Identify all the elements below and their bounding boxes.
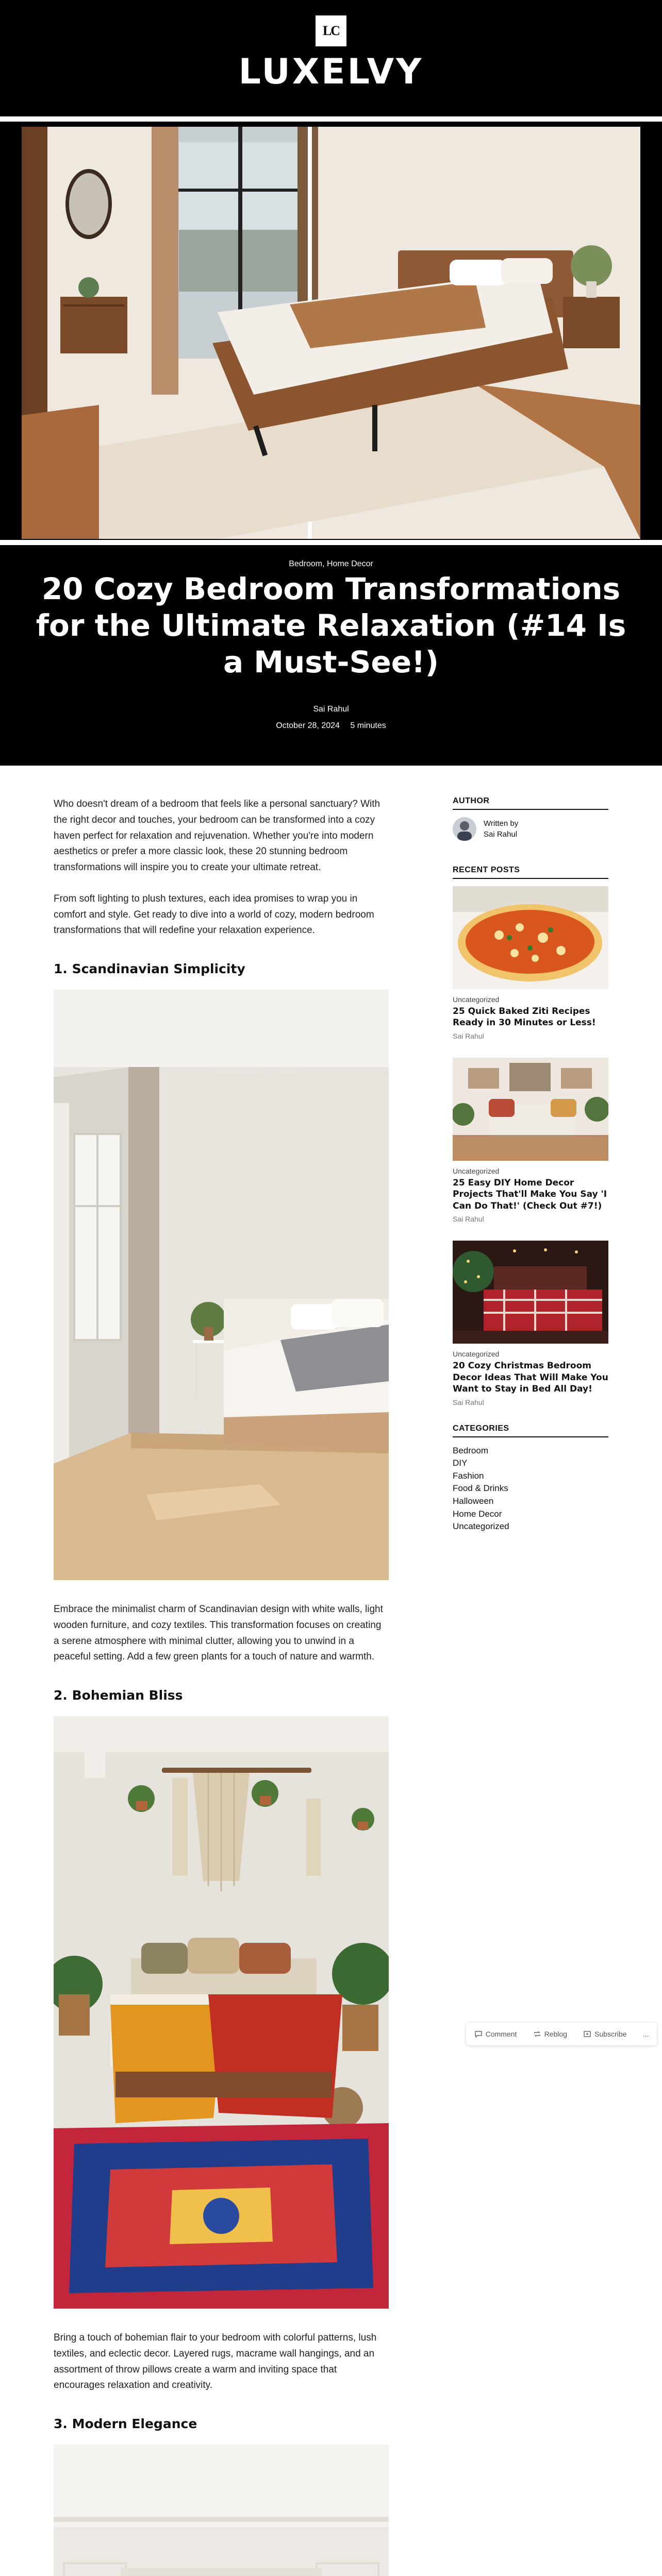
section-paragraph: Embrace the minimalist charm of Scandinavian design with white walls, light wooden furniture, and cozy textiles. This transformation focuses on creating a serene atmosphere with minimal clutter, allowing you to unwind in a peaceful setting. Add a few green plants for a touch of nature and warmth. [54, 1604, 383, 1663]
section-paragraph: Bring a touch of bohemian flair to your bedroom with colorful patterns, lush textiles, and eclectic decor. Layered rugs, macrame wall hangings, and an assortment of throw pillows create a warm and inviting space that encourages relaxation and creativity. [54, 2332, 377, 2391]
avatar[interactable] [453, 817, 476, 841]
post-author[interactable]: Sai Rahul [453, 1031, 484, 1040]
bohemian-bedroom-image [54, 1716, 389, 2309]
post-author[interactable]: Sai Rahul [453, 1398, 484, 1406]
reblog-button[interactable] [533, 2030, 567, 2038]
category-list [453, 1445, 608, 1533]
reblog-label: Reblog [544, 2030, 567, 2038]
section-heading: 3. Modern Elegance [54, 2416, 197, 2432]
site-logo-icon[interactable]: LC [316, 15, 346, 46]
reblog-icon [533, 2030, 541, 2038]
read-time: 5 minutes [350, 721, 386, 730]
post-category[interactable]: Uncategorized [453, 1350, 500, 1359]
featured-image [22, 127, 640, 539]
recent-post[interactable] [453, 886, 608, 1040]
post-date: October 28, 2024 [276, 721, 340, 730]
scandinavian-bedroom-image [54, 990, 389, 1580]
comment-label: Comment [485, 2030, 517, 2038]
recent-post-thumbnail[interactable] [453, 1241, 608, 1344]
divider [0, 116, 662, 122]
post-title-link[interactable]: 20 Cozy Christmas Bedroom Decor Ideas That Will Make You Want to Stay in Bed All Day! [453, 1361, 608, 1395]
subscribe-icon [583, 2030, 591, 2038]
author-widget-heading: AUTHOR [453, 796, 608, 810]
author-name-link[interactable]: Sai Rahul [484, 830, 518, 839]
post-category[interactable]: Uncategorized [453, 995, 500, 1004]
category-link[interactable]: Halloween [453, 1496, 494, 1506]
modern-bedroom-image [54, 2445, 389, 2576]
post-author[interactable]: Sai Rahul [313, 705, 349, 714]
category-link[interactable]: Food & Drinks [453, 1483, 508, 1494]
recent-post-thumbnail[interactable] [453, 886, 608, 989]
divider [0, 540, 662, 545]
post-category[interactable]: Uncategorized [453, 1166, 500, 1175]
more-icon: ... [642, 2030, 649, 2038]
article-body [54, 796, 389, 2576]
category-link[interactable]: Uncategorized [453, 1521, 509, 1532]
site-header [0, 0, 662, 766]
section-heading: 2. Bohemian Bliss [54, 1688, 183, 1703]
more-options-button[interactable] [643, 2030, 649, 2038]
subscribe-label: Subscribe [594, 2030, 627, 2038]
comment-icon [474, 2030, 483, 2038]
post-title-link[interactable]: 25 Quick Baked Ziti Recipes Ready in 30 Minutes or Less! [453, 1006, 596, 1028]
recent-posts-heading: RECENT POSTS [453, 866, 608, 879]
comment-button[interactable] [474, 2030, 517, 2038]
action-bar [466, 2023, 657, 2045]
categories-heading: CATEGORIES [453, 1424, 608, 1437]
post-meta [0, 721, 662, 731]
recent-post[interactable] [453, 1058, 608, 1223]
intro-paragraph: Who doesn't dream of a bedroom that feels like a personal sanctuary? With the right decor and touches, your bedroom can be transformed into a cozy haven perfect for relaxation and rejuvenation. Whether you're into modern aesthetics or prefer a more classic look, these 20 stunning bedroom transformations will inspire you to create your ultimate retreat. [54, 799, 380, 873]
post-author[interactable]: Sai Rahul [453, 1215, 484, 1224]
category-link[interactable]: Bedroom [453, 1445, 488, 1455]
sidebar [453, 796, 608, 1533]
recent-post-thumbnail[interactable] [453, 1058, 608, 1161]
category-link[interactable]: DIY [453, 1458, 468, 1468]
intro-paragraph: From soft lighting to plush textures, each idea promises to wrap you in comfort and style. Get ready to dive into a world of cozy, modern bedroom transformations that will redefine your relaxation experience. [54, 893, 374, 936]
post-categories[interactable]: Bedroom, Home Decor [289, 560, 373, 568]
site-title[interactable]: LUXELVY [238, 52, 424, 92]
subscribe-button[interactable] [583, 2030, 626, 2038]
section-heading: 1. Scandinavian Simplicity [54, 961, 245, 977]
author-widget[interactable] [453, 817, 608, 841]
post-title: 20 Cozy Bedroom Transformations for the Ultimate Relaxation (#14 Is a Must-See!) [36, 571, 626, 680]
recent-post[interactable] [453, 1241, 608, 1406]
category-link[interactable]: Home Decor [453, 1509, 502, 1519]
post-title-link[interactable]: 25 Easy DIY Home Decor Projects That'll Make You Say 'I Can Do That!' (Check Out #7!) [453, 1177, 607, 1211]
category-link[interactable]: Fashion [453, 1470, 484, 1481]
written-by-label: Written by [484, 819, 519, 828]
